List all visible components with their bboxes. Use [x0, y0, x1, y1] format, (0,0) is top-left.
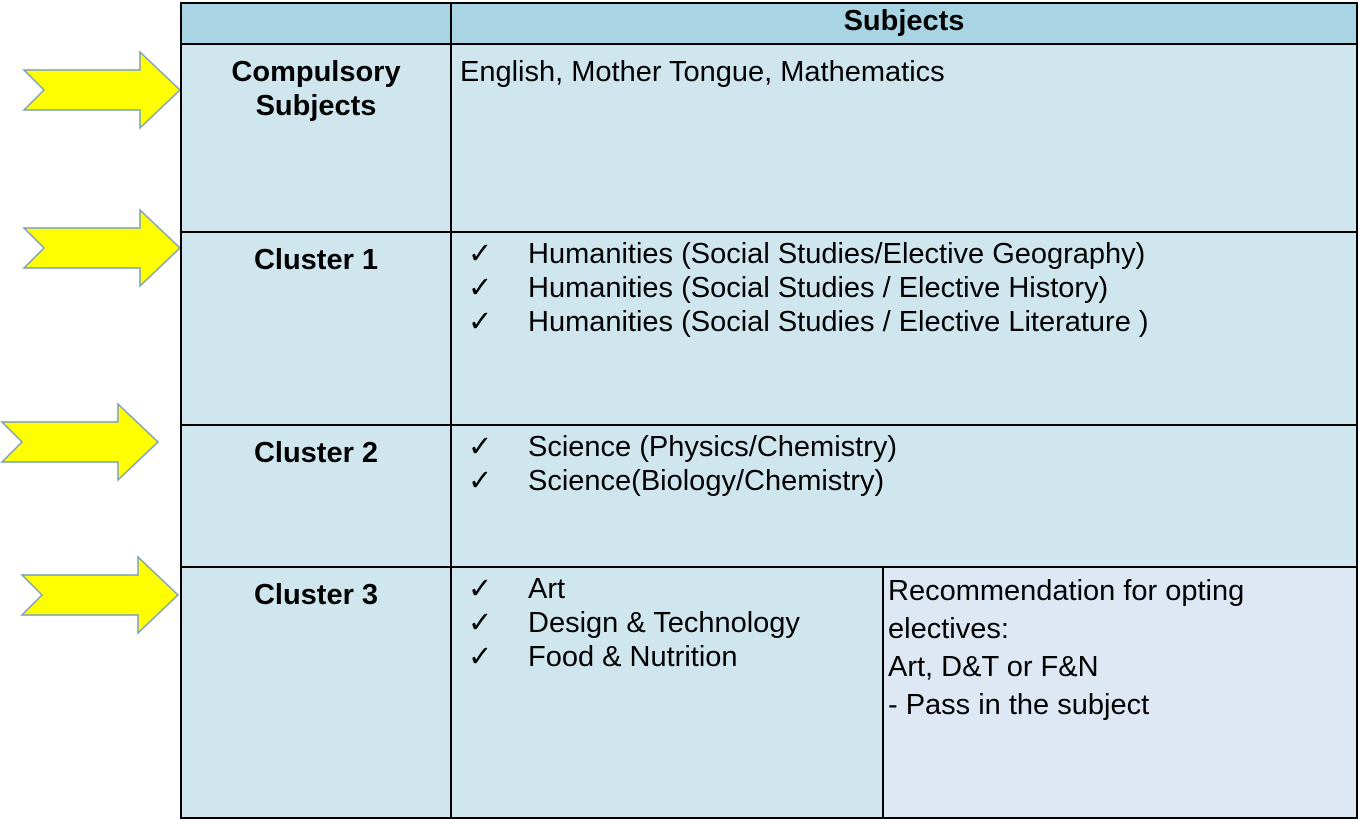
row-label-line: Subjects [255, 90, 377, 122]
list-item-text: Humanities (Social Studies / Elective History) [528, 272, 1109, 304]
header-corner [181, 3, 451, 44]
list-item [452, 606, 882, 640]
row-label-line: Compulsory [231, 56, 401, 88]
list-item [452, 572, 882, 606]
arrow-cluster1-icon [22, 208, 182, 288]
row-cluster-3 [181, 567, 1357, 818]
note-line: electives: [888, 613, 1009, 645]
checkmark-icon: ✓ [468, 306, 493, 338]
cluster-3-list-cell [452, 568, 884, 817]
cluster-2-list-cell [451, 425, 1357, 567]
compulsory-subjects-text: English, Mother Tongue, Mathematics [451, 44, 1357, 232]
row-label-cluster-2: Cluster 2 [181, 425, 451, 567]
cluster-3-cell [451, 567, 1357, 818]
checkmark-icon: ✓ [468, 641, 493, 673]
list-item-text: Food & Nutrition [528, 641, 738, 673]
cluster-2-list [452, 426, 1356, 498]
row-label-cluster-3: Cluster 3 [181, 567, 451, 818]
row-cluster-2 [181, 425, 1357, 567]
list-item [452, 305, 1356, 339]
list-item [452, 271, 1356, 305]
subjects-table [180, 2, 1358, 819]
checkmark-icon: ✓ [468, 431, 493, 463]
note-line: Art, D&T or F&N [888, 651, 1099, 683]
list-item-text: Science(Biology/Chemistry) [528, 465, 885, 497]
note-line: - Pass in the subject [888, 689, 1150, 721]
list-item [452, 640, 882, 674]
arrow-compulsory-icon [22, 50, 182, 130]
recommendation-note [884, 568, 1356, 817]
list-item [452, 464, 1356, 498]
note-line: Recommendation for opting [888, 575, 1245, 607]
cluster-3-split [452, 568, 1356, 817]
arrow-cluster3-icon [20, 555, 180, 635]
row-cluster-1 [181, 232, 1357, 425]
checkmark-icon: ✓ [468, 607, 493, 639]
checkmark-icon: ✓ [468, 238, 493, 270]
header-subjects: Subjects [451, 3, 1357, 44]
list-item-text: Humanities (Social Studies / Elective Literature ) [528, 306, 1149, 338]
list-item-text: Science (Physics/Chemistry) [528, 431, 898, 463]
list-item-text: Art [528, 573, 566, 605]
cluster-3-list [452, 568, 882, 674]
row-label-cluster-1: Cluster 1 [181, 232, 451, 425]
list-item-text: Humanities (Social Studies/Elective Geography) [528, 238, 1146, 270]
checkmark-icon: ✓ [468, 272, 493, 304]
checkmark-icon: ✓ [468, 465, 493, 497]
cluster-1-list-cell [451, 232, 1357, 425]
list-item [452, 430, 1356, 464]
list-item [452, 237, 1356, 271]
checkmark-icon: ✓ [468, 573, 493, 605]
header-row [181, 3, 1357, 44]
cluster-1-list [452, 233, 1356, 339]
list-item-text: Design & Technology [528, 607, 800, 639]
arrow-cluster2-icon [0, 402, 160, 482]
row-compulsory [181, 44, 1357, 232]
row-label-compulsory [181, 44, 451, 232]
